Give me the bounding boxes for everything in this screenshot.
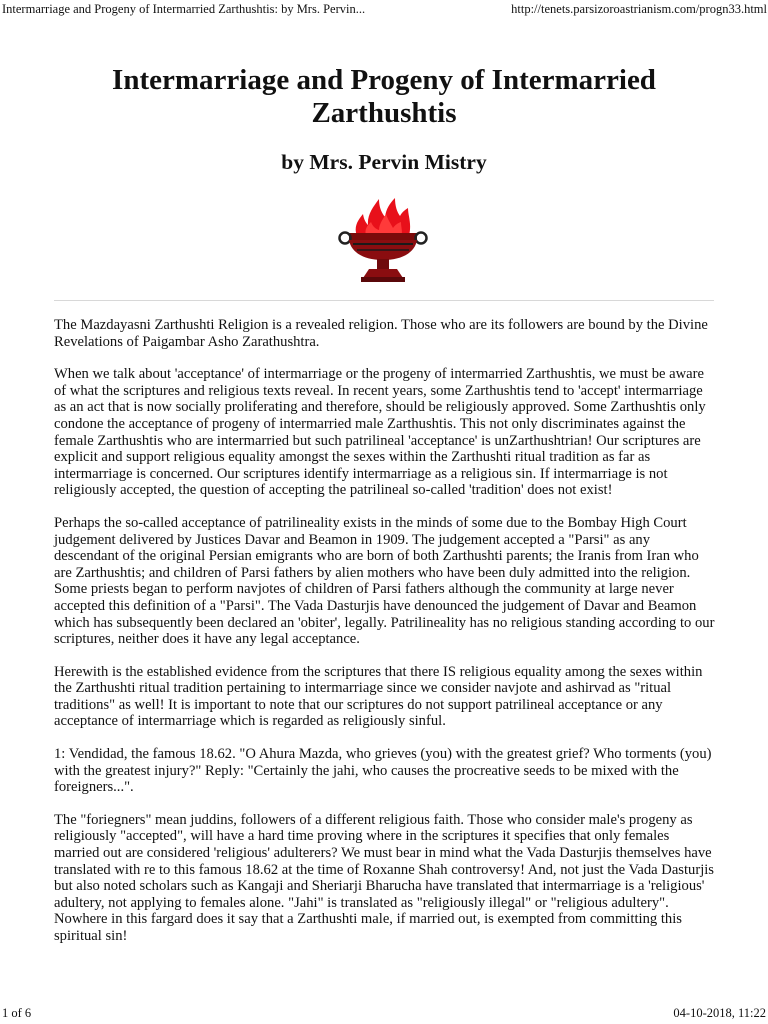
- article-body: [54, 317, 716, 961]
- section-divider: [54, 300, 714, 301]
- article-paragraph: The "foriegners" mean juddins, followers of a different religious faith. Those who consider male's progeny as religiously "accepted", will have a hard time proving where in the scriptures it specifies that only females married out are considered 'religious' adulterers? We must bear in mind what the Vada Dasturjis themselves have translated with re to this famous 18.62 at the time of Roxanne Shah controversy! And, not just the Vada Dasturjis but also noted scholars such as Kangaji and Sheriarji Bharucha have translated that intermarriage is a 'religious' adultery, not applying to females alone. "Jahi" is translated as "religiously illegal" or "religious adultery". Nowhere in this fargard does it say that a Zarthushti male, if married out, is exempted from committing this spiritual sin!: [54, 811, 714, 944]
- print-header-title: Intermarriage and Progeny of Intermarried Zarthushtis: by Mrs. Pervin...: [2, 2, 366, 16]
- afarganyu-fire-vase-icon: [333, 192, 433, 286]
- article-paragraph: Herewith is the established evidence from the scriptures that there IS religious equality among the sexes within the Zarthushti ritual tradition pertaining to intermarriage since we consider navjote and ashirvad as "ritual traditions" as well! It is important to note that our scriptures do not support patrilineal acceptance or any acceptance of intermarriage which is regarded as religiously sinful.: [54, 663, 703, 730]
- article-paragraph: When we talk about 'acceptance' of intermarriage or the progeny of intermarried Zarthushtis, we must be aware of what the scriptures and religious texts reveal. In recent years, some Zarthushtis tend to 'accept' intermarriage as an act that is now socially proliferating and therefore, should be religiously approved. Some Zarthushtis only condone the acceptance of progeny of intermarried male Zarthushtis. This not only discriminates against the female Zarthushtis who are intermarried but such patrilineal 'acceptance' is unZarthushtrian! Our scriptures are explicit and support religious equality amongst the sexes within the Zarthushti ritual tradition as far as intermarriage is concerned. Our scriptures identify intermarriage as a religious sin. If intermarriage is not religiously accepted, the question of accepting the patrilineal so-called 'tradition' does not exist!: [54, 366, 706, 499]
- article-paragraph: The Mazdayasni Zarthushti Religion is a revealed religion. Those who are its followers are bound by the Divine Revelations of Paigambar Asho Zarathushtra.: [54, 317, 708, 350]
- page-title: Intermarriage and Progeny of Intermarried Zarthushtis: [112, 64, 656, 129]
- print-datetime: 04-10-2018, 11:22: [673, 1006, 766, 1020]
- article-paragraph: 1: Vendidad, the famous 18.62. "O Ahura Mazda, who grieves (you) with the greatest grief? Who torments (you) with the greatest injury?" Reply: "Certainly the jahi, who causes the procreative seeds to be mixed with the foreigners...".: [54, 746, 712, 796]
- author-byline: by Mrs. Pervin Mistry: [281, 150, 487, 174]
- page-number: 1 of 6: [2, 1006, 32, 1020]
- print-header-url: http://tenets.parsizoroastrianism.com/progn33.html: [511, 2, 767, 16]
- article-paragraph: Perhaps the so-called acceptance of patrilineality exists in the minds of some due to the Bombay High Court judgement delivered by Justices Davar and Beamon in 1909. The judgement accepted a "Parsi" as any descendant of the original Persian emigrants who are born of both Zarthushti parents; the Iranis from Iran who are Zarthushtis; and children of Parsi fathers by alien mothers who have been duly admitted into the religion. Some priests began to perform navjotes of children of Parsi fathers although the community at large never accepted this definition of a "Parsi". The Vada Dasturjis have denounced the judgement of Davar and Beamon which has subsequently been declared an 'obiter', legally. Patrilineality has no religious standing according to our scriptures, neither does it have any legal acceptance.: [54, 514, 715, 648]
